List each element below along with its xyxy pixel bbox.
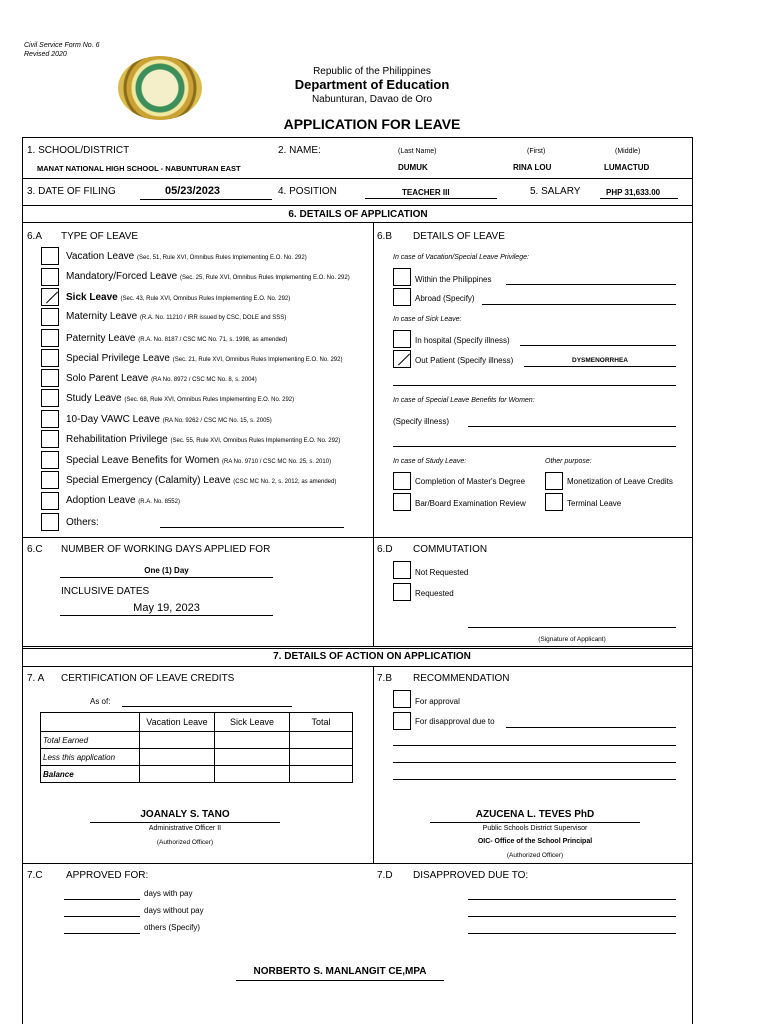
study-caption: In case of Study Leave:: [393, 458, 467, 465]
table-cell[interactable]: [215, 766, 290, 783]
sick-leave-checkbox[interactable]: [41, 288, 59, 306]
disapproval-reason-line[interactable]: [468, 933, 676, 934]
underline: [524, 366, 676, 367]
without-pay-input-line[interactable]: [64, 916, 140, 917]
recommending-officer-caption: (Authorized Officer): [506, 852, 564, 859]
page-title: APPLICATION FOR LEAVE: [283, 116, 461, 132]
recommending-officer-title2: OIC- Office of the School Principal: [477, 838, 593, 845]
table-cell[interactable]: [290, 749, 353, 766]
divider: [22, 863, 693, 864]
divider: [22, 178, 693, 179]
table-cell[interactable]: [215, 732, 290, 749]
terminal-leave-checkbox[interactable]: [545, 493, 563, 511]
sick-leave-ref: (Sec. 43, Rule XVI, Omnibus Rules Implementing E.O. No. 292): [120, 296, 291, 302]
signature-line[interactable]: [468, 627, 676, 628]
col-sick-leave: Sick Leave: [215, 713, 290, 732]
signature-caption: (Signature of Applicant): [538, 636, 606, 643]
column-divider: [373, 667, 374, 863]
first-name-caption: (First): [527, 148, 546, 155]
name-label: 2. NAME:: [278, 145, 321, 156]
solo-parent-checkbox[interactable]: [41, 369, 59, 387]
vawc-leave-checkbox[interactable]: [41, 410, 59, 428]
last-name-caption: (Last Name): [398, 148, 437, 155]
row-less-this-application: Less this application: [41, 749, 140, 766]
location-text: Nabunturan, Davao de Oro: [311, 94, 433, 105]
maternity-leave-label: Maternity Leave: [66, 311, 138, 322]
s6a-title: TYPE OF LEAVE: [61, 231, 139, 242]
others-input-line[interactable]: [160, 527, 344, 528]
without-pay-label: days without pay: [144, 906, 204, 915]
adoption-leave-ref: (R.A. No. 8552): [138, 499, 180, 505]
with-pay-label: days with pay: [144, 889, 193, 898]
s7d-num: 7.D: [377, 870, 393, 881]
with-pay-input-line[interactable]: [64, 899, 140, 900]
s6a-num: 6.A: [27, 231, 43, 242]
abroad-checkbox[interactable]: [393, 288, 411, 306]
underline: [60, 615, 273, 616]
others-specify-label: others (Specify): [144, 923, 201, 932]
vacation-leave-ref: (Sec. 51, Rule XVI, Omnibus Rules Implementing E.O. No. 292): [136, 255, 307, 261]
maternity-leave-checkbox[interactable]: [41, 308, 59, 326]
underline: [60, 577, 273, 578]
inclusive-dates-label: INCLUSIVE DATES: [61, 586, 150, 597]
paternity-leave-checkbox[interactable]: [41, 329, 59, 347]
signature-line: [236, 980, 444, 981]
frame-left: [22, 667, 23, 1024]
disapproval-reason-line[interactable]: [468, 916, 676, 917]
column-divider: [373, 222, 374, 646]
middle-name-caption: (Middle): [615, 148, 641, 155]
other-purpose-caption: Other purpose:: [545, 458, 592, 465]
others-label: Others:: [66, 517, 99, 528]
s7d-title: DISAPPROVED DUE TO:: [413, 870, 529, 881]
for-disapproval-checkbox[interactable]: [393, 712, 411, 730]
maternity-leave-ref: (R.A. No. 11210 / IRR issued by CSC, DOLE and SSS): [139, 315, 287, 321]
table-cell[interactable]: [140, 766, 215, 783]
women-leave-ref: (RA No. 9710 / CSC MC No. 25, s. 2010): [222, 459, 332, 465]
table-cell[interactable]: [290, 732, 353, 749]
underline: [482, 304, 676, 305]
salary-label: 5. SALARY: [530, 186, 581, 197]
forced-leave-ref: (Sec. 25, Rule XVI, Omnibus Rules Implementing E.O. No. 292): [179, 275, 350, 281]
s6c-title: NUMBER OF WORKING DAYS APPLIED FOR: [61, 544, 271, 555]
underline: [365, 198, 497, 199]
underline: [393, 745, 676, 746]
underline: [506, 727, 676, 728]
s7a-num: 7. A: [27, 673, 45, 684]
certifying-officer-title: Administrative Officer II: [148, 825, 222, 832]
as-of-label: As of:: [90, 697, 111, 706]
special-privilege-ref: (Sec. 21, Rule XVI, Omnibus Rules Implementing E.O. No. 292): [172, 357, 343, 363]
underline: [393, 446, 676, 447]
sick-leave-label: Sick Leave: [66, 292, 118, 303]
masters-checkbox[interactable]: [393, 472, 411, 490]
for-approval-label: For approval: [415, 697, 460, 706]
terminal-leave-label: Terminal Leave: [567, 499, 622, 508]
recommending-officer-title: Public Schools District Supervisor: [482, 825, 588, 832]
certifying-officer-name: JOANALY S. TANO: [140, 809, 230, 820]
recommending-officer-name: AZUCENA L. TEVES PhD: [475, 809, 595, 820]
study-leave-label: Study Leave: [66, 393, 122, 404]
position-value[interactable]: TEACHER III: [402, 188, 450, 197]
as-of-input-line[interactable]: [122, 706, 292, 707]
special-privilege-label: Special Privilege Leave: [66, 353, 170, 364]
col-vacation-leave: Vacation Leave: [140, 713, 215, 732]
underline: [468, 426, 676, 427]
others-checkbox[interactable]: [41, 513, 59, 531]
s6d-title: COMMUTATION: [413, 544, 488, 555]
first-name-value[interactable]: RINA LOU: [513, 163, 552, 172]
s6b-num: 6.B: [377, 231, 393, 242]
requested-label: Requested: [415, 589, 454, 598]
inclusive-dates-value[interactable]: May 19, 2023: [133, 602, 200, 614]
for-approval-checkbox[interactable]: [393, 690, 411, 708]
s6d-num: 6.D: [377, 544, 393, 555]
vacation-leave-checkbox[interactable]: [41, 247, 59, 265]
signature-line: [430, 822, 640, 823]
vawc-leave-label: 10-Day VAWC Leave: [66, 414, 160, 425]
out-patient-label: Out Patient (Specify illness): [415, 356, 514, 365]
not-requested-checkbox[interactable]: [393, 561, 411, 579]
women-caption: In case of Special Leave Benefits for Women:: [393, 397, 535, 404]
others-specify-input-line[interactable]: [64, 933, 140, 934]
in-hospital-label: In hospital (Specify illness): [415, 336, 510, 345]
s7c-title: APPROVED FOR:: [66, 870, 149, 881]
solo-parent-label: Solo Parent Leave: [66, 373, 149, 384]
underline: [600, 198, 678, 199]
signature-line: [90, 822, 280, 823]
women-leave-label: Special Leave Benefits for Women: [66, 455, 220, 466]
form-number: Civil Service Form No. 6: [24, 42, 100, 49]
in-hospital-checkbox[interactable]: [393, 330, 411, 348]
underline: [520, 345, 676, 346]
monetization-label: Monetization of Leave Credits: [567, 477, 673, 486]
underline: [140, 199, 272, 200]
leave-credits-table: [40, 712, 353, 783]
paternity-leave-ref: (R.A. No. 8187 / CSC MC No. 71, s. 1998, as amended): [138, 337, 288, 343]
forced-leave-checkbox[interactable]: [41, 268, 59, 286]
rehabilitation-ref: (Sec. 55, Rule XVI, Omnibus Rules Implementing E.O. No. 292): [170, 438, 341, 444]
divider: [22, 646, 693, 647]
underline: [393, 779, 676, 780]
bar-review-label: Bar/Board Examination Review: [415, 499, 526, 508]
table-cell[interactable]: [290, 766, 353, 783]
frame-right: [692, 667, 693, 863]
divider: [22, 205, 693, 206]
illness-value[interactable]: DYSMENORRHEA: [572, 357, 628, 364]
table-corner: [41, 713, 140, 732]
section-6-title: 6. DETAILS OF APPLICATION: [288, 209, 428, 220]
rehabilitation-label: Rehabilitation Privilege: [66, 434, 168, 445]
last-name-value[interactable]: DUMUK: [398, 163, 428, 172]
within-philippines-label: Within the Philippines: [415, 275, 492, 284]
not-requested-label: Not Requested: [415, 568, 469, 577]
middle-name-value[interactable]: LUMACTUD: [604, 163, 650, 172]
calamity-leave-checkbox[interactable]: [41, 471, 59, 489]
calamity-leave-label: Special Emergency (Calamity) Leave: [66, 475, 231, 486]
date-filing-value[interactable]: 05/23/2023: [165, 185, 221, 197]
vacation-caption: In case of Vacation/Special Leave Privilege:: [393, 254, 529, 261]
s7b-num: 7.B: [377, 673, 393, 684]
divider: [22, 222, 693, 223]
row-total-earned: Total Earned: [41, 732, 140, 749]
s6c-num: 6.C: [27, 544, 43, 555]
approving-officer-name: NORBERTO S. MANLANGIT CE,MPA: [253, 966, 427, 977]
certifying-officer-caption: (Authorized Officer): [156, 839, 214, 846]
row-balance: Balance: [41, 766, 140, 783]
abroad-label: Abroad (Specify): [415, 294, 475, 303]
s7b-title: RECOMMENDATION: [413, 673, 510, 684]
specify-illness-label: (Specify illness): [393, 417, 450, 426]
disapproval-reason-line[interactable]: [468, 899, 676, 900]
frame-right: [692, 863, 693, 1024]
for-disapproval-label: For disapproval due to: [415, 717, 495, 726]
monetization-checkbox[interactable]: [545, 472, 563, 490]
rehabilitation-checkbox[interactable]: [41, 430, 59, 448]
table-cell[interactable]: [140, 732, 215, 749]
calamity-leave-ref: (CSC MC No. 2, s. 2012, as amended): [233, 479, 337, 485]
s7c-num: 7.C: [27, 870, 43, 881]
position-label: 4. POSITION: [278, 186, 337, 197]
salary-value[interactable]: PHP 31,633.00: [606, 188, 661, 197]
bar-review-checkbox[interactable]: [393, 493, 411, 511]
vacation-leave-label: Vacation Leave: [66, 251, 135, 262]
divider: [22, 537, 693, 538]
s6b-title: DETAILS OF LEAVE: [413, 231, 505, 242]
study-leave-checkbox[interactable]: [41, 389, 59, 407]
requested-checkbox[interactable]: [393, 583, 411, 601]
form-revision: Revised 2020: [24, 51, 67, 58]
vawc-leave-ref: (RA No. 9262 / CSC MC No. 15, s. 2005): [162, 418, 272, 424]
women-leave-checkbox[interactable]: [41, 451, 59, 469]
within-philippines-checkbox[interactable]: [393, 268, 411, 286]
underline: [393, 762, 676, 763]
forced-leave-label: Mandatory/Forced Leave: [66, 271, 178, 282]
sick-caption: In case of Sick Leave:: [393, 316, 462, 323]
section-7-title: 7. DETAILS OF ACTION ON APPLICATION: [273, 651, 471, 662]
adoption-leave-label: Adoption Leave: [66, 495, 136, 506]
table-cell[interactable]: [140, 749, 215, 766]
paternity-leave-label: Paternity Leave: [66, 333, 136, 344]
underline: [506, 284, 676, 285]
out-patient-checkbox[interactable]: [393, 350, 411, 368]
school-label: 1. SCHOOL/DISTRICT: [27, 145, 130, 156]
solo-parent-ref: (RA No. 8972 / CSC MC No. 8, s. 2004): [151, 377, 257, 383]
masters-label: Completion of Master's Degree: [415, 477, 526, 486]
working-days-value[interactable]: One (1) Day: [144, 566, 189, 575]
school-value[interactable]: MANAT NATIONAL HIGH SCHOOL - NABUNTURAN EAST: [37, 164, 241, 173]
republic-text: Republic of the Philippines: [313, 66, 431, 77]
department-text: Department of Education: [294, 77, 450, 92]
special-privilege-checkbox[interactable]: [41, 349, 59, 367]
s7a-title: CERTIFICATION OF LEAVE CREDITS: [61, 673, 235, 684]
table-cell[interactable]: [215, 749, 290, 766]
date-filing-label: 3. DATE OF FILING: [27, 186, 116, 197]
col-total: Total: [290, 713, 353, 732]
underline: [393, 385, 676, 386]
adoption-leave-checkbox[interactable]: [41, 492, 59, 510]
study-leave-ref: (Sec. 68, Rule XVI, Omnibus Rules Implementing E.O. No. 292): [124, 397, 295, 403]
